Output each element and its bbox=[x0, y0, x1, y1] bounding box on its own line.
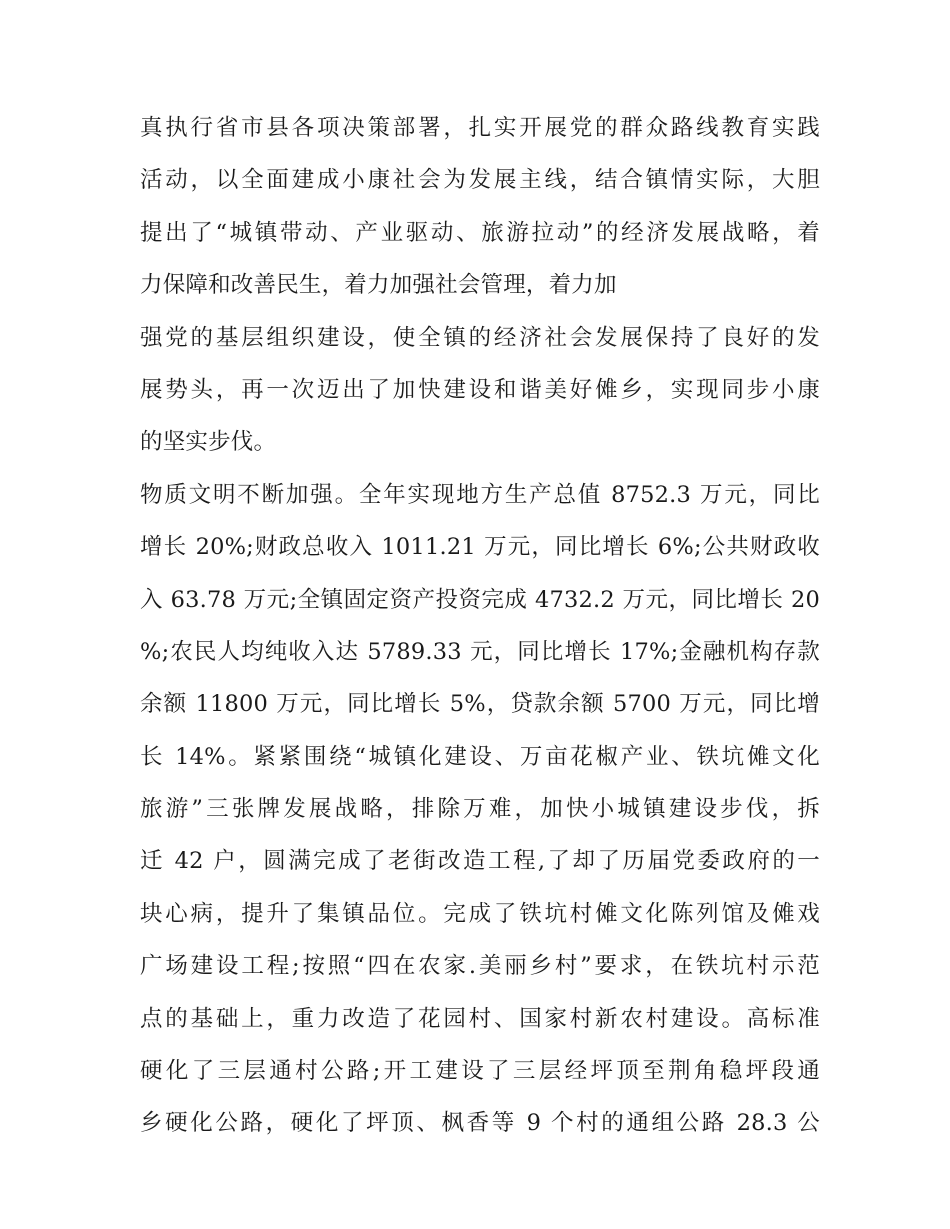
text-line: 展势头，再一次迈出了加快建设和谐美好傩乡，实现同步小康 bbox=[140, 376, 820, 403]
paragraph-2 bbox=[140, 312, 820, 469]
text-line: 入 63.78 万元;全镇固定资产投资完成 4732.2 万元，同比增长 20 bbox=[140, 586, 820, 613]
text-line: 余额 11800 万元，同比增长 5%，贷款余额 5700 万元，同比增 bbox=[140, 691, 820, 718]
text-line: 迁 42 户，圆满完成了老街改造工程,了却了历届党委政府的一 bbox=[140, 848, 820, 875]
text-line: 乡硬化公路，硬化了坪顶、枫香等 9 个村的通组公路 28.3 公 bbox=[140, 1110, 820, 1137]
text-line: 点的基础上，重力改造了花园村、国家村新农村建设。高标准 bbox=[140, 1005, 820, 1032]
text-line: 真执行省市县各项决策部署，扎实开展党的群众路线教育实践 bbox=[140, 115, 820, 141]
paragraph-3 bbox=[140, 469, 820, 1150]
paragraph-1 bbox=[140, 102, 820, 312]
text-line: 旅游”三张牌发展战略，排除万难，加快小城镇建设步伐，拆 bbox=[140, 796, 820, 823]
text-line: 硬化了三层通村公路;开工建设了三层经坪顶至荆角稳坪段通 bbox=[140, 1058, 820, 1085]
document-body bbox=[140, 102, 820, 1150]
text-line: 提出了“城镇带动、产业驱动、旅游拉动”的经济发展战略，着 bbox=[140, 219, 820, 246]
text-line: 物质文明不断加强。全年实现地方生产总值 8752.3 万元，同比 bbox=[140, 481, 820, 508]
text-line: 块心病，提升了集镇品位。完成了铁坑村傩文化陈列馆及傩戏 bbox=[140, 900, 820, 927]
text-line: 增长 20%;财政总收入 1011.21 万元，同比增长 6%;公共财政收 bbox=[140, 534, 820, 561]
text-line: 广场建设工程;按照“四在农家.美丽乡村”要求，在铁坑村示范 bbox=[140, 953, 820, 980]
text-line: %;农民人均纯收入达 5789.33 元，同比增长 17%;金融机构存款 bbox=[140, 638, 820, 665]
text-line: 强党的基层组织建设，使全镇的经济社会发展保持了良好的发 bbox=[140, 324, 820, 351]
text-line: 力保障和改善民生，着力加强社会管理，着力加 bbox=[140, 272, 617, 299]
text-line: 长 14%。紧紧围绕“城镇化建设、万亩花椒产业、铁坑傩文化 bbox=[140, 743, 820, 770]
text-line: 活动，以全面建成小康社会为发展主线，结合镇情实际，大胆 bbox=[140, 167, 820, 194]
text-line: 的坚实步伐。 bbox=[140, 429, 277, 456]
